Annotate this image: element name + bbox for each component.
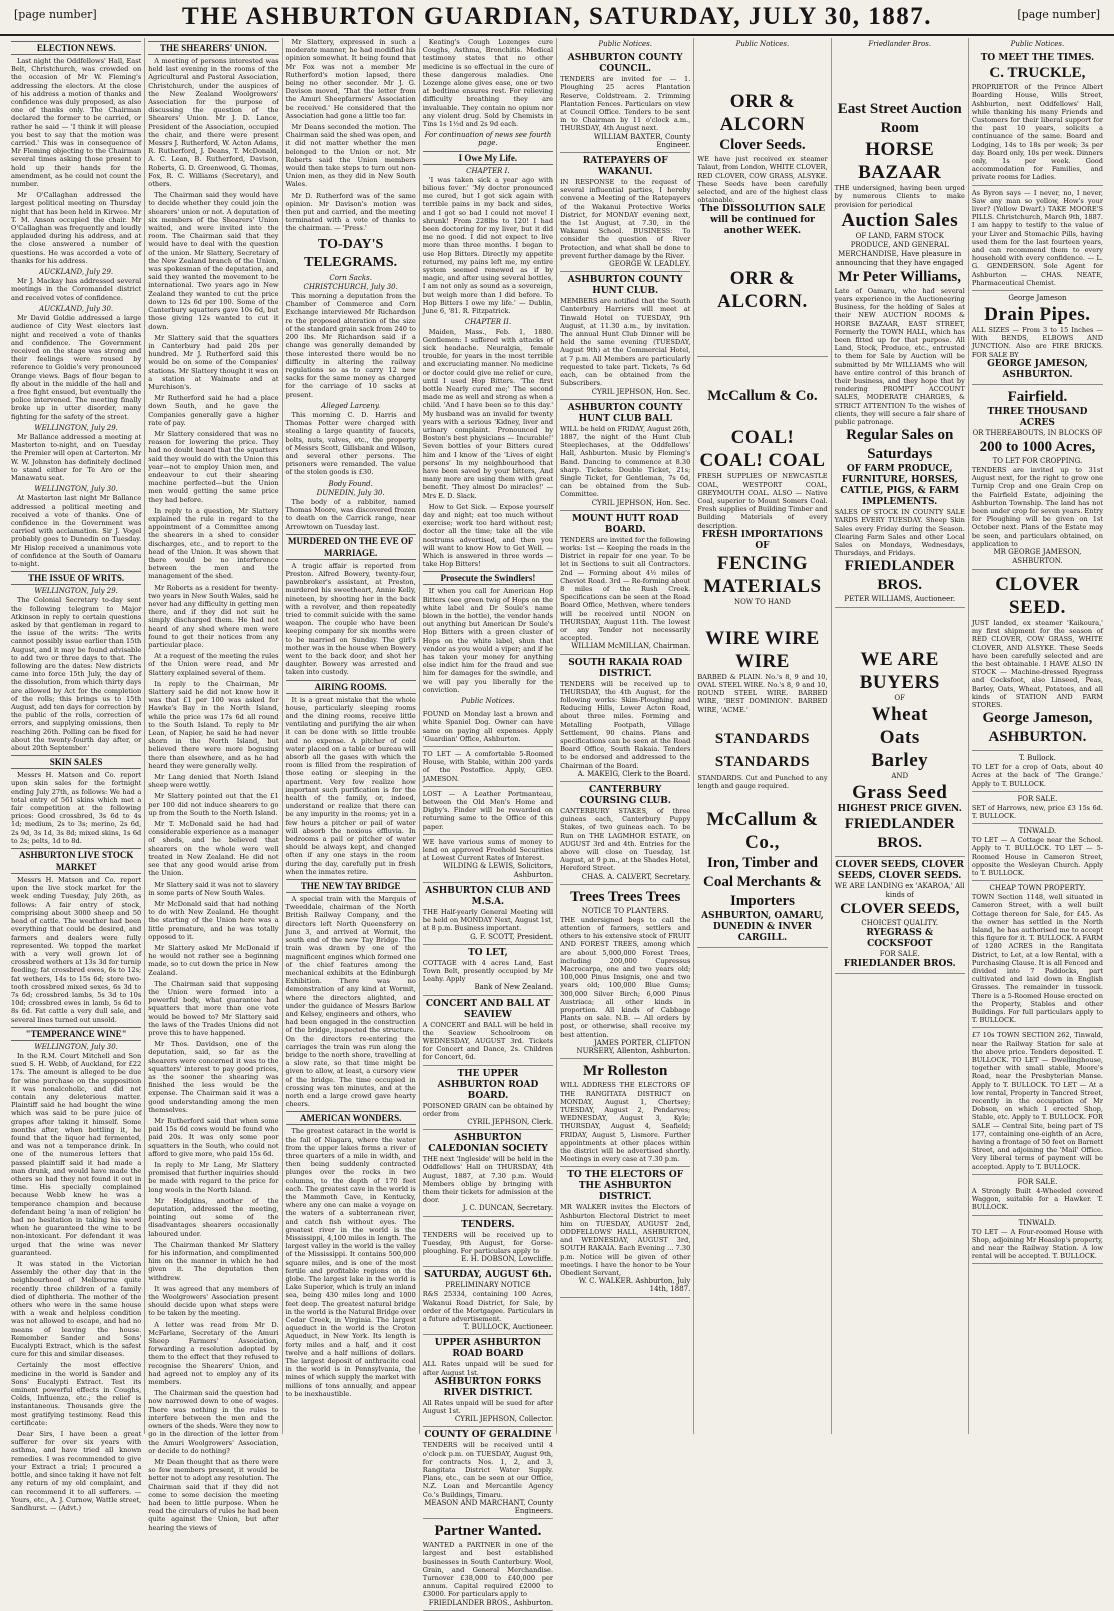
advert-text: BARBED & PLAIN. No.'s 8, 9 and 10, OVAL STEEL WIRE. No.'s 8, 9 and 10, ROUND STEEL WIRE. BARBED WIRE, 'BEST DOMINION'. BARBED WIRE, 'ACME.' <box>697 672 828 714</box>
notice-signature: GEORGE W. LEADLEY. <box>609 260 691 269</box>
article-paragraph: A letter was read from Mr D. McFarlane, Secretary of the Amuri Sheep Farmers' Association, forwarding a resolution adopted by them to the effect that they refused to recognise the Shearers' Union, and had agreed not to employ any of its members. <box>148 1320 279 1387</box>
article-paragraph: Messrs H. Matson and Co. report upon the live stock market for the week ending Tuesday, July 26th, as follows: A fair entry of stock, comprising about 3000 sheep and 50 head of cattle. The weather had been everything that could be desired, and farmers and dealers were fully represented. We topped the market with a very well grown lot of crossbred wethers at 13s 3d for turnip feeding; fat crossbred ewes, 6s to 12s; fat wethers, 14s to 15s 6d; store two-tooth crossbred mixed sexes, 6s 3d to 7s 6d; crossbred lambs, 5s 3d to 10s 10d; crossbred ewes in lamb, 5s 6d to 8s 6d. Fat cattle a very dull sale, and several lines turned out unsold. <box>11 876 142 1024</box>
advert-subheading: THREE THOUSAND ACRES <box>987 406 1088 428</box>
notice-text: IN RESPONSE to the request of several influential parties, I hereby convene a Meeting of the Ratepayers of the Wakanui Protective Works District, for MONDAY evening next, the 1st August, at 7.30, in the Wakanui School. BUSINESS: To consider the question of River Protection, and what shall be done to prevent further damage by the River. <box>560 178 691 260</box>
article-paragraph: The Chairman thanked Mr Slattery for his information, and complimented him on the manner in which he had given it. The deputation then withdrew. <box>148 1240 279 1282</box>
notice-heading: T. Bullock. <box>1019 754 1056 763</box>
notice-text: All Rates unpaid will be sued for after August 1st. <box>422 1398 554 1415</box>
notice-heading: CANTERBURY COURSING CLUB. <box>579 785 672 807</box>
page-number-right: [page number] <box>1017 8 1100 21</box>
advert-heading: Auction Sales <box>841 209 959 231</box>
notice-caledonian <box>423 1130 553 1216</box>
headline-i-owe-my-life: I Owe My Life. <box>423 151 553 165</box>
headline-prosecute: Prosecute the Swindlers! <box>423 571 553 585</box>
article-paragraph: Mr Slattery said that the squatters in Canterbury had paid 20s per hundred. Mr J. Rutherford said this would be on some of the Companies' stations. Mr Slattery thought it was on a station at Waimate and at Murchison's. <box>148 333 279 391</box>
advert-item: Oats <box>879 727 920 749</box>
notice-ashburton-club <box>423 883 553 945</box>
article-paragraph: Mr Dean thought that as there were so few members present, it would be better not to adopt any resolution. The Chairman said that if they did not come to some decision the meeting had been to little purpose. When he read the circulars of rules he had been quite against the Union, but after hearing the views of <box>148 1457 279 1532</box>
notice-heading: TINWALD. <box>1018 827 1057 836</box>
advert-heading: HORSE BAZAAR <box>858 139 942 184</box>
advert-heading: ORR & ALCORN <box>719 91 806 136</box>
notice-text: R&S 25334, containing 100 Acres, Wakanui Road District, for Sale, by order of the Mortgagee. Particulars in a future advertisement. <box>422 1290 554 1323</box>
advert-text: FRESH SUPPLIES OF NEWCASTLE COAL, WESTPORT COAL, GREYMOUTH COAL. ALSO — Native Coal, superior to Mount Somers Coal. Fresh supplies of Building Timber and Building Materials of every description. <box>697 472 828 530</box>
notice-heading: ASHBURTON CLUB AND M.S.A. <box>425 885 551 907</box>
advert-heading: CLOVER SEED. <box>995 573 1080 618</box>
headline-skin-sales: SKIN SALES <box>11 755 141 769</box>
article-paragraph: A tragic affair is reported from Preston. Alfred Bowery, twenty-four, pawnbroker's assistant, at Preston, murdered his sweetheart, Annie Kelly, nineteen, by shooting her in the back with a revolver, and then repeatedly tried to commit suicide with the same weapon. The couple who have been keeping company for six months were to be married on Sunday. The girl's mother was in the house when Bowery went to the back door, and shot her daughter. Bowery was arrested and taken into custody. <box>285 561 416 677</box>
notice-tenders <box>423 1217 553 1268</box>
article-paragraph: In reply to a question, Mr Slattery explained the rule in regard to the appointment of a Committee among the shearers in a shed to consider discharges, etc., and to report to the head of the Union. It was shown that there would be no interference between the men and the management of the shed. <box>148 506 279 581</box>
column-7 <box>832 38 969 1434</box>
notice-signature: JAMES PORTER, CLIFTON NURSERY, Allenton, Ashburton. <box>576 1038 691 1056</box>
notice-text: TO LET — A Four-roomed House with Shop, adjoining Mr Heaslop's property, and near the Railway Station. A low rental will be accepted. T. BULLOCK. <box>971 1227 1103 1261</box>
notice-signature: FRIEDLANDER BROS., Ashburton. <box>428 1598 554 1607</box>
notice-concert <box>423 996 553 1066</box>
notice-signature: WILLIAM McMILLAN, Chairman. <box>571 642 691 651</box>
notice-text: MR WALKER invites the Electors of Ashburton Electoral District to meet him on TUESDAY, AUGUST 2nd, ODDFELLOWS' HALL, ASHBURTON, and WEDNESDAY, AUGUST 3rd, SOUTH RAKAIA. Each Evening ... 7.30 p.m. Notice will be given of other meetings. I have the honor to be Your Obedient Servant, <box>560 1203 691 1277</box>
newspaper-title: THE ASHBURTON GUARDIAN, SATURDAY, JULY 30, 1887. <box>182 3 932 30</box>
notice-heading: RATEPAYERS OF WAKANUI. <box>582 156 668 178</box>
article-paragraph: Dear Sirs, I have been a great sufferer for over six years with asthma, and have tried all known remedies. I was recommended to give your Extract a trial; I procured a bottle, and since taking it have not felt any return of my old complaint, and can recommend it to all sufferers. — Yours, etc., A. J. Curnow, Wattle street, Sandhurst. — (Advt.) <box>11 1430 142 1512</box>
advert-signature: MR GEORGE JAMESON, ASHBURTON. <box>993 547 1082 565</box>
article-paragraph: At Masterton last night Mr Ballance addressed a political meeting and received a vote of thanks. One of confidence in the Government was carried with acclamation. Sir J. Vogel probably goes to Dunedin on Tuesday. Mr Hislop received a unanimous vote of confidence at the South of Oamaru to-night. <box>11 494 142 568</box>
notice-bullock-house <box>972 1216 1103 1265</box>
advert-text: JUST landed, ex steamer 'Kaikoura,' my first shipment for the season of RED CLOVER, COW GRASS, WHITE CLOVER, AND ALSYKE. These Seeds have been carefully selected and are the best obtainable. I HAVE ALSO IN STOCK — Machine-dressed Ryegrass and Cocksfoot, also Linseed, Peas, Barley, Oats, Wheat, Potatoes, and all kinds of STATION AND FARM STORES. <box>971 618 1103 709</box>
advert-text: OR THEREABOUTS, IN BLOCKS OF <box>972 428 1103 437</box>
article-paragraph: Mr Ballance addressed a meeting at Masterton to-night, and on Tuesday the Premier will open at Carterton. Mr W. W. Johnston has definitely declined to stand either for Te Aro or the Manawatu seat. <box>11 432 142 482</box>
advert-heading: McCallum & Co., <box>706 809 819 854</box>
subhead: Body Found. <box>328 479 373 488</box>
advert-heading: FENCING MATERIALS <box>703 552 822 597</box>
article-paragraph: The Chairman said that supposing the Union were formed into a powerful body, what guarantee had squatters that more than one vote would be bowed to? Mr Slattery said the laws of the Trades Unions did not prove this to have happened. <box>148 979 279 1037</box>
article-paragraph: Mr O'Callaghan addressed the largest political meeting on Thursday night that has been held in Kirwee. Mr T. M. Anson occupied the chair. Mr O'Callaghan was frequently and loudly applauded during his address, and at the close answered a number of questions. He was accorded a vote of thanks for his address. <box>11 191 142 265</box>
notice-text: £7 10s TOWN SECTION 262, Tinwald, near the Railway Station for sale at the above price. Tenders deposited. T. BULLOCK. TO LET — Dwellinghouse, together with small stable, Moore's Road, near the Presbyterian Manse. Apply to T. BULLOCK. TO LET — At a low rental, Property in Tancred Street, recently in the occupation of Mr Dobson, on which 1 erected Shop, Stable, etc. Apply to T. BULLOCK. FOR SALE — Central Site, being part of TS 177, containing one-eighth of an Acre, having a frontage of 50 feet on Barnett Street, and adjoining the 'Mail' Office. Very liberal terms of payment will be accepted. Apply to T. BULLOCK. <box>971 1031 1103 1171</box>
advert-text: OF FARM PRODUCE, FURNITURE, HORSES, CATTLE, PIGS, & FARM IMPLEMENTS. <box>840 464 960 508</box>
notice-heading: ASHBURTON COUNTY HUNT CLUB. <box>567 275 683 297</box>
notice-trees <box>560 885 690 1059</box>
advert-heading: CLOVER SEEDS, CLOVER SEEDS, CLOVER SEEDS. <box>835 860 965 882</box>
column-2 <box>145 38 282 1532</box>
headline-issue-of-writs: THE ISSUE OF WRITS. <box>11 571 141 585</box>
notice-heading: Partner Wanted. <box>434 1523 542 1540</box>
advert-item: Barley <box>871 750 929 772</box>
subhead: CHAPTER II. <box>464 318 512 327</box>
notice-text: THE next 'Ingleside' will be held in the Oddfellows' Hall on THURSDAY, 4th August, 1887, at 7.30 p.m. Would Members oblige by bringing with them their tickets for admission at the door. <box>422 1155 554 1205</box>
column-8 <box>969 38 1106 1434</box>
notice-text: WILL ADDRESS THE ELECTORS OF THE RANGITATA DISTRICT on MONDAY, August 1, Chertsey; TUESDAY, August 2, Pendarves; WEDNESDAY, August 3, Kyle; THURSDAY, August 4, Seafield; FRIDAY, August 5, Lismore. Further appointments at other places within the district will be advertised shortly. Meetings in every case at 7.30 p.m. <box>560 1081 691 1164</box>
article-paragraph: Messrs H. Matson and Co. report upon skin sales for the fortnight ending July 27th, as follows: We had a total entry of 561 skins which met a fair competition at the following prices: Good crossbred, 3s 6d to 4s 1d; medium, 2s to 3s; merino, 2s 6d, 2s 9d, 3s 1d, 3s 8d; mixed skins, 1s 6d to 2s; pelts, 1d to 8d. <box>11 771 142 845</box>
notice-signature: CYRIL JEPHSON, Clerk. <box>467 1117 554 1126</box>
notice-text: TO LET — A comfortable 5-Roomed House, with Stable, within 200 yards of the Postoffice. Apply, GEO. JAMESON. <box>422 750 554 783</box>
article-paragraph: This morning C. D. Harris and Thomas Potter were charged with stealing a large quantity of faucets, bolts, nuts, valves, etc., the property of Messrs Scott, Gillsbank and Wilson, and several other persons. The prisoners were remanded. The value of the stolen goods is £30. <box>285 410 416 477</box>
article-paragraph: The Chairman said they would have to decide whether they could join the shearers' union or not. A deputation of six members of the Shearers' Union waited, and were invited into the room. The Chairman said that they would have to deal with the question of the union. Mr Slattery, Secretary of the New Zealand branch of the Union, was spokesman of the deputation, and said they wanted the movement to be international. Two years ago in New Zealand they wanted to cut the price down to 12s 6d per 100. Some of the Canterbury squatters gave 10s 6d, but those giving 12s wanted to cut it down. <box>148 191 279 331</box>
notice-text: A CONCERT and BALL will be held in the Seaview Schoolroom on WEDNESDAY, AUGUST 3rd. Tickets for Concert and Dance, 2s. Children for Concert, 6d. <box>422 1020 554 1062</box>
dateline: WELLINGTON, July 29. <box>34 587 118 596</box>
dateline: AUCKLAND, July 30. <box>39 304 114 313</box>
article-paragraph: Mr Slattery, expressed in such a moderate manner, he had modified his opinion somewhat. It being found that Mr Fox was not a member Mr Rutherford's motion lapsed, there being no other seconder. Mr J. G. Davison moved, 'That the letter from the Amuri Sheepfarmers' Association be received.' He considered that the Association had gone a little too far. <box>285 38 416 120</box>
article-paragraph: Mr J. Mackay has addressed several meetings in the Coromandel district and received votes of confidence. <box>11 277 142 302</box>
column-5 <box>557 38 694 1434</box>
advert-text: CHOICEST QUALITY. <box>861 919 939 928</box>
dateline: AUCKLAND, July 29. <box>39 268 114 277</box>
advert-heading: Regular Sales on Saturdays <box>846 427 954 463</box>
advert-friedlander-auction <box>835 50 965 608</box>
section-label: Public Notices. <box>735 40 790 48</box>
notice-text: TOWN Section 1148, well situated in Cameron Street, with a well built Cottage thereon for Sale, for £45. As the owner has settled in the North Island, he has authorised me to accept this figure for it. T. BULLOCK. A FARM of 1280 ACRES in the Rangitata District, to Let, at a low Rental, with a Purchasing Clause. It is all Fenced and divided into 7 Paddocks, part cultivated and laid down in English Grasses. The remainder in tussock. There is a 5-Roomed House erected on the Property, Stables and other Buildings. For full particulars apply to T. BULLOCK. <box>971 893 1103 1025</box>
notice-bullock-waggon <box>972 1175 1103 1216</box>
notice-heading: MOUNT HUTT ROAD BOARD. <box>572 513 679 535</box>
notice-heading: SATURDAY, AUGUST 6th. <box>424 1270 552 1281</box>
advert-we-are-buyers <box>835 608 965 857</box>
notice-heading: CONCERT AND BALL AT SEAVIEW <box>425 998 550 1020</box>
article-paragraph: At a request of the meeting the rules of the Union were read, and Mr Slattery explained several of them. <box>148 652 279 677</box>
notice-signature: CYRIL JEPHSON, Hon. Sec. <box>591 498 691 507</box>
notice-heading: TO LET, <box>468 947 508 958</box>
notice-text: FOUND on Monday last a brown and white Spaniel Dog. Owner can have same on paying all expenses. Apply 'Guardian' Office, Ashburton. <box>422 710 554 743</box>
headline-todays-telegrams: TO-DAY'S TELEGRAMS. <box>304 236 398 270</box>
notice-heading: TINWALD. <box>1018 1218 1057 1227</box>
article-paragraph: Mr Slattery asked Mr McDonald if he would not rather see a beginning made, so to cut down the price in New Zealand. <box>148 943 279 977</box>
advert-text: WE have just received ex steamer Talaut, from London, WHITE CLOVER, RED CLOVER, COW GRASS, ALSYKE. These Seeds have been carefully selected, and are of the highest class obtainable. <box>697 155 828 205</box>
notice-heading: COUNTY OF GERALDINE <box>424 1430 552 1441</box>
notice-coursing-club <box>560 782 690 885</box>
notice-signature: J. C. DUNCAN, Secretary. <box>462 1204 554 1213</box>
notice-text: CANTERBURY STAKES, of three guineas each, Canterbury Puppy Stakes, of two guineas each. To be Run on THE LAGMHOR ESTATE, on AUGUST 3rd and 4th. Entries for the above will close on Tuesday, 1st August, at 9 p.m., at the Shades Hotel, Hereford Street. <box>560 807 691 873</box>
article-paragraph: Mr D. Rutherford was of the same opinion. Mr Davison's motion was then put and carried, and the meeting terminated with a vote of thanks to the chairman. — 'Press.' <box>285 191 416 233</box>
article-paragraph: Mr Slattery considered that was no reason for lowering the price. They had no doubt heard that the squatters said they would do with the Union this year—not to employ Union men, and endeavour to cut their shearing machine perfected—but the Union men would getting the same price they had before. <box>148 429 279 504</box>
subhead: Alleged Larceny. <box>321 401 381 410</box>
notice-text: TENDERS will be received until 4 o'clock p.m. on TUESDAY, August 9th, for contracts Nos. 1, 2, and 3, Rangitata District Water Supply. Plans, etc., can be seen at our Office, N.Z. Loan and Mercantile Agency Co.'s Buildings, Timaru. <box>422 1441 554 1499</box>
advert-heading: WE ARE BUYERS <box>859 649 940 694</box>
article-paragraph: Mr Lang denied that North Island sheep were wettly. <box>148 773 279 790</box>
article-paragraph: The body of a rabbiter, named Thomas Moore, was discovered frozen to death on the Carrick range, near Arrowtown on Tuesday last. <box>285 497 416 531</box>
notice-mount-hutt <box>560 511 690 655</box>
advert-subheading: FRESH IMPORTATIONS OF <box>701 529 824 551</box>
advert-paragraph: Keating's Cough Lozenges cure Coughs, Asthma, Bronchitis. Medical testimony states that no other medicine is so effectual in the cure of these dangerous maladies. One Lozenge alone gives ease, one or two at bedtime ensures rest. For relieving difficulty breathing they are invaluable. They contain no opium nor any violent drug. Sold by Chemists in Tins 1s 1½d and 2s 9d each. <box>422 38 554 129</box>
notice-text: WE have various sums of money to lend on approved Freehold Securities at Lowest Current Rates of Interest. <box>422 837 554 863</box>
notice-heading: FOR SALE. <box>1017 1177 1058 1186</box>
headline-murdered: MURDERED ON THE EVE OF MARRIAGE. <box>286 534 416 560</box>
notice-county-council <box>560 50 690 153</box>
advert-text: TO LET FOR CROPPING. <box>992 456 1083 465</box>
advert-heading: Fairfield. <box>1007 388 1068 405</box>
article-paragraph: The Chairman said the question had now narrowed down to one of wages. There was nothing in the rules to interfere between the men and the owners of the sheds. Were they now to go in the direction of the letter from the Amuri Woolgrowers' Association, or decide to do nothing? <box>148 1389 279 1455</box>
notice-subheading: PRELIMINARY NOTICE <box>445 1281 531 1290</box>
dateline: WELLINGTON, July 29. <box>34 423 118 432</box>
article-paragraph: Mr Thos. Davidson, one of the deputation, said, so far as the shearers were concerned it was to the squatters' interest to pay good prices, as the sooner the shearing was finished the less would be the expense. The Chairman said it was a good understanding among the men themselves. <box>148 1040 279 1114</box>
columns <box>8 38 1106 1607</box>
notice-heading: ASHBURTON FORKS RIVER DISTRICT. <box>434 1376 542 1398</box>
notice-walker <box>560 1167 690 1297</box>
headline-election-news: ELECTION NEWS. <box>11 41 141 55</box>
advert-text: Late of Oamaru, who had several years experience in the Auctioneering Business, for the holding of Sales at their NEW AUCTION ROOMS & HORSE BAZAAR, EAST STREET, Formerly the TOWN HALL, which has been fitted up for that purpose. All Land, Stock, Produce, etc., entrusted to them for Sale by Auction will be submitted by Mr WILLIAMS who will have entire control of this branch of their business, and they hope that by rendering PROMPT ACCOUNT SALES, MODERATE CHARGES, & STRICT ATTENTION To the wishes of clients, they will secure a fair share of public patronage. <box>834 286 965 427</box>
notice-found-dog <box>423 707 553 747</box>
notice-signature: E. H. DOBSON, Lowcliffe. <box>461 1255 554 1264</box>
headline-shearers-union: THE SHEARERS' UNION. <box>148 41 278 55</box>
notice-heading: Mr Rolleston <box>583 1063 668 1080</box>
subhead: CHAPTER I. <box>466 166 510 175</box>
article-paragraph: A meeting of persons interested was held last evening in the rooms of the Agricultural and Pastoral Association, Christchurch, under the auspices of the New Zealand Woolgrowers' Association for the purpose of discussing the question of the Shearers' Union. Mr J. D. Lance, President of the Association, occupied the chair, and there were present Messrs J. Rutherford, W. Acton Adams, R. Rutherford, J. Deans, T. McDonald, A. C. Lean, B. Rutherford, Davison, Roberts, G. D. Greenwood, G. Thomas, Fox, R. C. Williams (Secretary), and others. <box>148 57 279 189</box>
advert-signature: FRIEDLANDER BROS. <box>843 959 956 970</box>
article-paragraph: In the R.M. Court Mitchell and Son sued S. H. Webb, of Auckland, for £22 17s. The amount is alleged to be due for wine purchase on the supposition it was nonalcoholic, and did not contain any deleterious matter. Plaintiff said he had bought the wine which was said to be pure juice of grapes after taking it himself. Some months after, when bottling it, he found that the liquor had fermented, and was not a temperance drink. In one of the numerous letters that passed plaintiff said it had made a man drunk, and would have made the others so had they not found it out in time. His specially complained because Webb knew he was a temperance champion and because defendant being 'a man of religion' he had no hesitation in taking his word when he guaranteed the wine to be non-intoxicant. For defendant it was urged that the wine was never guaranteed. <box>11 1051 142 1257</box>
advert-signature: GEORGE JAMESON, ASHBURTON. <box>987 358 1088 380</box>
notice-text: POISONED GRAIN can be obtained by order from <box>422 1101 554 1118</box>
notice-south-rakaia <box>560 655 690 782</box>
notice-cottage-to-let <box>423 945 553 996</box>
notice-to-let <box>423 747 553 787</box>
notice-text: WILL be held on FRIDAY, August 26th, 1887, the night of the Hunt Club Steeplechases, at the Oddfellows' Hall, Ashburton. Music by Fleming's Band. Dancing to commence at 8.30 sharp. Tickets: Double Ticket, 21s; Single Ticket, for Gentleman, 7s 6d, can be obtained from the Sub-Committee. <box>560 424 691 499</box>
advert-mccallum <box>697 357 827 948</box>
article-paragraph: The greatest cataract in the world is the fall of Niagara, where the water from the upper lakes forms a river of three quarters of a mile in width, and then being suddenly contracted plunges over the rocks in two columns, to the depth of 170 feet each. The greatest cave in the world is the Mammoth Cave, in Kentucky, where any one can make a voyage on the waters of a subterranean river, and catch fish without eyes. The greatest river in the world is the Mississippi, 4,100 miles in length. The largest valley in the world is the valley of the Mississippi. It contains 500,000 square miles, and is one of the most fertile and profitable regions on the globe. The largest lake in the world is Lake Superior, which is truly an inland sea, being 430 miles long and 1000 feet deep. The greatest natural bridge in the world is the Natural Bridge over Cedar Creek, in Virginia. The largest aqueduct in the world is the Croton Aqueduct, in New York. Its length is forty miles and a half, and it cost twelve and a half millions of dollars. The largest deposit of anthracite coal in the world is in Pennsylvania, the mines of which supply the market with millions of tons annually, and appear to be inexhaustible. <box>285 1127 416 1398</box>
notice-wakanui <box>560 153 690 272</box>
advert-fairfield <box>972 385 1103 570</box>
article-paragraph: Mr David Goldie addressed a large audience of City West electors last night and received a vote of thanks and confidence. The Government received on the stage was strong and their feelings were roused by reference to Goldie's very pronounced Orange views. Bags of flour began to fly about in the middle of the hall and a free fight ensued, but eventually the police intervened. The meeting finally broke up in utter disorder, many fighting for the safety of the street. <box>11 314 142 421</box>
headline-american-wonders: AMERICAN WONDERS. <box>286 1111 416 1125</box>
notice-text: THE Half-yearly General Meeting will be held on MONDAY Next, August 1st, at 8 p.m. Business important. <box>422 907 554 933</box>
section-label: Friedlander Bros. <box>868 40 932 48</box>
notice-text: ALL Rates unpaid will be sued for after August 1st. <box>422 1360 554 1377</box>
dateline: DUNEDIN, July 30. <box>316 488 385 497</box>
notice-lost <box>423 787 553 835</box>
notice-text: WANTED a PARTNER in one of the largest and best established businesses in South Canterbury. Wool, Grain, and General Merchandise. Turnover £38,000 to £40,000 per annum. Capital required £2000 to £3000. For particulars apply to <box>422 1541 554 1599</box>
article-paragraph: Mr Hodgkins, another of the deputation, addressed the meeting, pointing out some of the disadvantages shearers occasionally laboured under. <box>148 1196 279 1238</box>
headline-live-stock-market: ASHBURTON LIVE STOCK MARKET <box>11 848 141 874</box>
notice-heading: SOUTH RAKAIA ROAD DISTRICT. <box>568 657 683 679</box>
notice-heading: Trees Trees Trees <box>570 888 681 905</box>
advert-signature: PETER WILLIAMS, Auctioneer. <box>844 595 956 604</box>
notice-subheading: NOTICE TO PLANTERS. <box>581 906 669 915</box>
advert-text: ALL SIZES — From 3 to 15 Inches — With BENDS, ELBOWS AND JUNCTION. Also are FIRE BRICKS. FOR SALE BY <box>971 326 1103 359</box>
notice-heading: FOR SALE. <box>1017 794 1058 803</box>
notice-bullock-sections <box>972 1028 1103 1174</box>
notice-signature: T. BULLOCK, Auctioneer. <box>463 1323 554 1332</box>
notice-rolleston <box>560 1059 690 1167</box>
article-paragraph: Last night the Oddfellows' Hall, East Belt, Christchurch, was crowded on the occasion of Mr W. Fleming's addressing the electors. At the close of his address a motion of thanks and confidence was duly proposed, as also one of thanks only. The Chairman declared the former to be carried, or rather he said — 'I think it will please you best to say that the motion was carried.' This was in consequence of Mr Fleming objecting to the Chairman several times asking those present to hold up their hands for the amendment, as he could not count the number. <box>11 57 142 189</box>
advert-truckle <box>972 50 1103 185</box>
notice-text: TENDERS are invited for the following works: 1st — Keeping the roads in the District in repair for one year. To be let in Sections to suit all Contractors. 2nd — Forming about 4½ miles of Cheviot Road. 3rd — Re-forming about 8 miles of the Rush Creek. Specifications can be seen at the Road Board Office, Methven, where tenders will be received until NOON on THURSDAY, August 11th. The lowest or any Tender not necessarily accepted. <box>560 535 691 643</box>
article-paragraph: Mr Rutherford said he had a place down South, and he gave the Companies generally gave a higher rate of pay. <box>148 394 279 427</box>
advert-text: SALES OF STOCK IN COUNTY SALE YARDS EVERY TUESDAY. Sheep Skin Sales every Friday during the Season. Clearing Farm Sales and other Local Sales on Mondays, Wednesdays, Thursdays, and Fridays. <box>834 508 965 558</box>
advert-text: OF LAND, FARM STOCK PRODUCE, AND GENERAL MERCHANDISE, Have pleasure in announcing that they have engaged <box>836 231 964 267</box>
advert-orr-alcorn <box>697 50 827 357</box>
notice-heading: TO THE ELECTORS OF THE ASHBURTON DISTRICT. <box>567 1170 684 1203</box>
advert-heading: FRIEDLANDER BROS. <box>844 558 955 594</box>
advert-subheading: Iron, Timber and Coal Merchants & Importers <box>703 855 822 910</box>
notice-signature: MEASON AND MARCHANT, County Engineers. <box>424 1498 554 1516</box>
advert-heading: 200 to 1000 Acres, <box>979 438 1096 455</box>
headline-airing-rooms: AIRING ROOMS. <box>286 680 416 694</box>
advert-heading: Drain Pipes. <box>984 304 1091 326</box>
column-3 <box>283 38 420 1434</box>
advert-paragraph: If when you call for American Hop Bitters (see green twig of Hops on the white label and Dr Soule's name blown in the bottle), the vendor hands out anything but American Dr Soule's Hop Bitters with a green cluster of Hops on the white label, shun that vendor as you would a viper; and if he has taken your money for anything else indict him for the fraud and sue him for damages for the swindle, and we will pay you liberally for the conviction. <box>422 587 554 694</box>
advert-subheading: NOW TO HAND <box>734 597 791 606</box>
notice-signature: WILDING & LEWIS, Solicitors, Ashburton. <box>443 862 554 879</box>
notice-heading: ASHBURTON COUNTY COUNCIL. <box>567 53 683 75</box>
advert-text: FOR SALE. <box>879 950 920 959</box>
headline-temperance-wine: "TEMPERANCE WINE" <box>11 1027 141 1041</box>
notice-heading: ASHBURTON CALEDONIAN SOCIETY <box>428 1133 548 1155</box>
notice-text: A Strongly Built 4-Wheeled covered Waggon, suitable for a Hawker. T. BULLOCK. <box>971 1186 1103 1212</box>
notice-rates <box>423 1335 553 1427</box>
notice-bullock-property <box>972 881 1103 1028</box>
advert-heading: C. TRUCKLE, <box>989 65 1086 82</box>
notice-text: COTTAGE with 4 acres Land, East Town Belt, presently occupied by Mr Leahy. Apply <box>422 958 554 984</box>
advert-heading: STANDARDS STANDARDS <box>714 730 810 770</box>
advert-callout: The DISSOLUTION SALE will be continued for another WEEK. <box>699 204 826 237</box>
notice-bullock-oats <box>972 751 1103 792</box>
notice-bullock-harrows <box>972 792 1103 824</box>
advert-heading: East Street Auction Room <box>837 101 962 137</box>
notice-bullock-tinwald <box>972 824 1103 881</box>
notice-heading: ASHBURTON COUNTY HUNT CLUB BALL <box>567 402 683 424</box>
advert-signature: FRIEDLANDER BROS. <box>844 816 955 852</box>
notice-heading: UPPER ASHBURTON ROAD BOARD <box>434 1338 542 1360</box>
advert-paragraph: Maiden, Mass., Feb. 1, 1880. Gentlemen: I suffered with attacks of sick headache. Neuralgia, female trouble, for years in the most terrible and excruciating manner. No medicine or doctor could give me relief or cure, until I used Hop Bitters. 'The first bottle Nearly cured me;' The second made me as well and strong as when a child. 'And I have been so to this day.' My husband was an invalid for twenty years with a serious 'Kidney, liver and urinary complaint. Pronounced by Boston's best physicians — Incurable!' Seven bottles of your Bitters cured him and I know of the 'Lives of eight persons' In my neighbourhood that have been saved by your bitters, And many more are using them with great benefit. 'They almost Do miracles!' — Mrs E. D. Slack. <box>422 327 554 500</box>
article-paragraph: It is a great mistake that the whole house, particularly sleeping rooms and the dining rooms, receive little ventilating and purifying the air when it can be done with so little trouble and no expense. A pitcher of cold water placed on a table or bureau will absorb all the gases with which the room is filled from the respiration of those eating or sleeping in the apartment. Very few realize how important such purification is for the health of the family, or, indeed, understand or realize that there can be any impurity in the rooms; yet in a few hours a pitcher or pail of water will absorb the noxious effluvia. In bedrooms a pail or pitcher of water should be always kept, and changed often if any one stays in the room during the day, carefully put in fresh when the inmates retire. <box>285 695 416 876</box>
notice-signature: G. F. SCOTT, President. <box>470 932 554 941</box>
advert-paragraph: How to Get Sick. — Expose yourself day and night; eat too much without exercise; work too hard without rest; doctor all the time; take all the vile nostrums advertised, and then you will want to know How to Get Well. — Which is answered in three words — take Hop Bitters! <box>422 502 554 569</box>
notice-signature: CYRIL JEPHSON, Hon. Sec. <box>591 387 691 396</box>
section-label: Public Notices. <box>461 697 515 706</box>
advert-item: Grass Seed <box>852 782 948 804</box>
advert-item: Wheat <box>871 704 928 726</box>
advert-text: HIGHEST PRICE GIVEN. <box>837 804 962 815</box>
dateline: CHRISTCHURCH, July 30. <box>303 282 398 291</box>
article-paragraph: In reply to the Chairman, Mr Slattery said he did not know how it was that £1 per 100 was asked for Hawke's Bay in the North Island, while the price was 17s 6d all round to the South Island. To reply to Mr Lean, of Napier, he said he had never shorn in the North Island, but believed there were more bogusing there than elsewhere, and as he had heard they were generally welly. <box>148 679 279 770</box>
notice-upper-ashburton <box>423 1066 553 1131</box>
article-paragraph: Mr T. McDonald said he had had considerable experience as a manager of sheds, and he believed that shearers on the whole were well treated in New Zealand. He did not see that any good would arise from the Union. <box>148 820 279 878</box>
notice-signature: Bank of New Zealand. <box>474 983 554 992</box>
advert-heading: RYEGRASS & COCKSFOOT <box>866 928 934 950</box>
headline-new-tay-bridge: THE NEW TAY BRIDGE <box>286 879 416 893</box>
notice-signature: WILLIAM BAXTER, County Engineer. <box>593 132 691 149</box>
article-paragraph: Mr Deans seconded the motion. The Chairman said the shed was open, and it did not matter whether the men belonged to the Union or not. Mr Roberts said the Union members would then take steps to turn out non-Union men, as they did in New South Wales. <box>285 123 416 189</box>
advert-text: As Byron says — I never, no, I never, Saw any man so yellow, How's your liver? (Yellow Dwarf.) TAKE MOORE'S PILLS. Christchurch, March 9th, 1887. I am happy to testify to the value of your Liver and Stomachic Pills, having used them for the last fourteen years, and can recommend them to every household with every confidence. — L. G. GENDERSON. Sole Agent for Ashburton — CHAS. NEATE, Pharmaceutical Chemist. <box>971 188 1103 287</box>
article-paragraph: It was agreed that any members of the Woolgrowers' Association present should decide upon what steps were to be taken by the meeting. <box>148 1284 279 1318</box>
advert-text: TENDERS are invited up to 31st August next, for the right to grow one Turnip Crop and one Grain Crop on the Fairfield Estate, adjoining the Ashburton Township. The land has not been under crop for seven years. Entry for Ploughing will be given on 1st October next. Plans of the Estate may be seen, and particulars obtained, on application to <box>971 465 1104 548</box>
article-paragraph: It was stated in the Victorian Assembly the other day that in the neighbourhood of Melbourne quite recently three children of a family died of diphtheria. The mother of the others who were in the same house with a weak and helpless condition was not allowed to escape, and had no means of leaving the house. Remember Sander and Sons' Eucalypti Extract, which is the safest cure for this and similar diseases. <box>11 1260 142 1359</box>
dateline: WELLINGTON, July 30. <box>34 485 118 494</box>
advert-heading: Mr Peter Williams, <box>838 268 962 285</box>
advert-text: ASHBURTON, OAMARU, DUNEDIN & INVER CARGILL. <box>701 911 824 944</box>
continuation-note: For continuation of news see fourth page. <box>424 131 552 148</box>
advert-clover-seeds <box>835 857 965 974</box>
article-paragraph: Certainly the most effective medicine in the world is Sander and Sons' Eucalypti Extract. Test its eminent powerful effects in Coughs, Colds, Influenza, etc.; the relief is instantaneous. Thousands give the most gratifying testimony. Read this certificate: <box>11 1361 142 1427</box>
article-paragraph: A special train with the Marquis of Tweeddale, chairman of the North British Railway Company, and the directors left North Queensferry on June 3, and arrived at Wormit, the south end of the new Tay Bridge. The train was drawn by one of the magnificent engines which formed one of the chief features among the mechanical exhibits at the Edinburgh Exhibition. There was no demonstration of any kind at Wormit, where the directors alighted, and under the guidance of Messrs Barlow and Kelsey, engineers and others, who had been engaged in the construction of the bridge, inspected the structure. On the directors re-entering the carriages the train was run along the bridge to the north shore, travelling at a slow rate, so that time might be given to allow, at least, a cursory view of the bridge. The time occupied in crossing was ten minutes, and at the north end a large crowd gave hearty cheers. <box>285 895 416 1109</box>
section-label: Public Notices. <box>1010 40 1065 48</box>
notice-text: LOST — A Leather Portmanteau, between the Old Men's Home and Digby's. Finder will be rewarded on returning same to the Office of this paper. <box>422 789 554 831</box>
advert-heading: McCallum & Co. <box>707 388 818 405</box>
notice-heading: THE UPPER ASHBURTON ROAD BOARD. <box>437 1068 539 1101</box>
notice-heading: TENDERS. <box>461 1219 515 1230</box>
advert-text: STANDARDS. Cut and Punched to any length and gauge required. <box>697 773 828 791</box>
notice-partner-wanted <box>423 1519 553 1611</box>
notice-hunt-club-ball <box>560 400 690 511</box>
advert-subheading: Clover Seeds. <box>719 137 806 154</box>
notice-text: TENDERS will be received up to Tuesday, 9th August, for Gorse-ploughing. For particulars apply to <box>422 1230 554 1255</box>
column-4 <box>420 38 557 1607</box>
notice-money-to-lend <box>423 835 553 883</box>
notice-text: TENDERS will be received up to THURSDAY, the 4th August, for the following works: Skim-Ploughing and Reducing Hills, Lower Acton Road, about three miles. Forming and Metalling Footpath, Village Settlement, 90 chains. Plans and specifications can be seen at the Road Board Office, South Rakaia. Tenders to be endorsed and addressed to the Chairman of the Board. <box>560 679 691 770</box>
advert-heading: COAL! COAL! COAL <box>699 427 826 472</box>
notice-signature: A. MAKEIG, Clerk to the Board. <box>577 769 691 778</box>
masthead <box>0 0 1114 36</box>
article-paragraph: This morning a deputation from the Chamber of Commerce and Corn Exchange interviewed Mr Richardson re the proposed alteration of the size of the standard grain sack from 240 to 200 lbs. Mr Richardson said if a change was generally demanded by those interested there would be no difficulty in altering the railway regulations so as to carry 12 new sacks for the same money as charged for the carriage of 10 sacks at present. <box>285 292 416 399</box>
advert-subheading: George Jameson <box>1008 294 1067 303</box>
dateline: WELLINGTON, July 30. <box>34 1042 118 1051</box>
article-paragraph: Mr McDonald said that had nothing to do with New Zealand. He thought the starting of the Union here was a little premature, and he was totally opposed to it. <box>148 899 279 941</box>
article-paragraph: Mr Rutherford said that when some paid 15s 6d cows would be found who paid 20s. It was only some poor squatters in the South, who could not afford to give more, who paid 15s 6d. <box>148 1116 279 1158</box>
advert-text: WE ARE LANDING ex 'AKAROA,' All kinds of <box>834 882 965 900</box>
article-paragraph: Mr Slattery said it was not to slavery in some parts of New South Wales. <box>148 880 279 897</box>
advert-signature: George Jameson, ASHBURTON. <box>982 710 1093 746</box>
notice-hunt-club <box>560 272 690 399</box>
notice-text: TENDERS are invited for — 1. Ploughing 25 acres Plantation Reserve, Coldstream. 2. Trimming Plantation Fences. Particulars on view at Council Office. Tenders to be sent in to Chairman by 11 o'clock a.m., THURSDAY, 4th August next. <box>560 75 691 133</box>
notice-saturday-sale <box>423 1267 553 1335</box>
advert-heading: ORR & ALCORN. <box>717 268 808 313</box>
column-1 <box>8 38 145 1512</box>
notice-signature: CHAS. A. CALVERT, Secretary. <box>581 872 691 881</box>
page-number-left: [page number] <box>14 8 97 21</box>
section-label: Public Notices. <box>598 40 652 48</box>
article-paragraph: In reply to Mr Lang, Mr Slattery promised that further inquiries should be made with regard to the price for long wools in the North Island. <box>148 1161 279 1194</box>
notice-signature: CYRIL JEPHSON, Collector. <box>454 1415 554 1424</box>
notice-geraldine <box>423 1427 553 1519</box>
advert-clover-seed <box>972 570 1103 751</box>
notice-heading: CHEAP TOWN PROPERTY. <box>989 884 1086 893</box>
advert-moores-pills <box>972 186 1103 291</box>
notice-text: TO LET for a crop of Oats, about 40 Acres at the back of 'The Grange.' Apply to T. BULLOCK. <box>971 763 1103 788</box>
advert-paragraph: 'I was taken sick a year ago with bilious fever.' 'My doctor pronounced me cured, but I got sick again with terrible pains in my back and sides, and I got so bad I could not move! I shrunk! From 228lbs to 120! I had been doctoring for my liver, but it did me no good. I did not expect to live more than three months. I began to use Hop Bitters. Directly my appetite returned, my pains left me, my entire system seemed renewed as if by magic, and after using several bottles, I am not only as sound as a sovereign, but weigh more than I did before. To Hop Bitters I owe my life.' — Dublin, June 6, '81. R. Fitzpatrick. <box>422 175 554 316</box>
advert-text: OF <box>894 694 906 703</box>
article-paragraph: Mr Roberts as a resident for twenty-two years in New South Wales, said he never had any difficulty in getting men there, and if they did not suit he simply discharged them. He had not heard of any shed where men were found to get their notices from any particular place. <box>148 583 279 650</box>
advert-text: AND <box>891 772 909 781</box>
article-paragraph: The Colonial Secretary to-day sent the following telegram to Major Atkinson in reply to certain questions asked by that gentleman in regard to the issue of the writs: 'The writs cannot possibly issue earlier than 15th August, and it may be found advisable to add two or three days to that. The following are the dates: New districts came into force 15th July, the day of the dissolution, from which thirty days are allowed by Act for the completion of the rolls; this brings us to 15th August, add ten days for correction by the public of the rolls, correction of errors, and supplying omissions, then reaching 26th. Polling can be fixed for about the twenty-fourth day after, or about 20th September.' <box>11 596 142 753</box>
notice-text: TO LET — A Cottage near the School. Apply to T. BULLOCK. TO LET — 5-Roomed House in Cameron Street, opposite the Wesleyan Church. Apply to T. BULLOCK. <box>971 836 1103 877</box>
article-paragraph: Mr Slattery pointed out that the £1 per 100 did not induce shearers to go up from the South to the North Island. <box>148 792 279 817</box>
notice-text: MEMBERS are notified that the South Canterbury Harriers will meet at Tinwald Hotel on TUESDAY, 9th August, at 11.30 a.m., by invitation. The annual Hunt Club Dinner will be held the same evening (TUESDAY, August 9th) at the Commercial Hotel, at 7 p.m. All Members are particularly requested to take part. Tickets, 7s 6d each, can be obtained from the Subscribers. <box>560 297 691 388</box>
advert-subheading: TO MEET THE TIMES. <box>980 53 1095 64</box>
column-6 <box>694 38 831 1434</box>
advert-drain-pipes <box>972 291 1103 385</box>
advert-heading: WIRE WIRE WIRE <box>705 627 820 672</box>
notice-text: THE undersigned begs to call the attention of farmers, settlers and others to his extensive stock of FRUIT AND FOREST TREES, among which are about 5,000,000 Forest Trees, including 200,000 Cupressus Macrocarpa, one and two years old; 100,000 Pinus Insignis, one and two years old; 100,000 Blue Gums; 300,000 Silver Birch; 6,000 Pinus Austriaca; all other kinds in proportion. All kinds of Cabbage Plants on sale. N.B. — All orders by post, or otherwise, shall receive my best attention. <box>560 915 691 1039</box>
advert-text: PROPRIETOR of the Prince Albert Boarding House, Wills Street, Ashburton, next Oddfellows' Hall, while thanking his many Friends and Customers for their liberal support for the past 10 years, solicits a continuance of the same. Board and Lodging, 14s to 18s per week; 3s per day. Board only, 10s per week. Dinners only, 1s per week. Good accommodation for Families, and private rooms for Ladies. <box>971 83 1103 182</box>
advert-text: THE undersigned, having been urged by numerous Clients to make provision for periodical <box>834 184 965 209</box>
notice-text: SET of Harrows, new, price £3 15s 6d. T. BULLOCK. <box>971 803 1103 820</box>
subhead: Corn Sacks. <box>329 273 372 282</box>
advert-heading: CLOVER SEEDS, <box>840 901 960 918</box>
notice-signature: W. C. WALKER. Ashburton, July 14th, 1887. <box>578 1277 691 1294</box>
